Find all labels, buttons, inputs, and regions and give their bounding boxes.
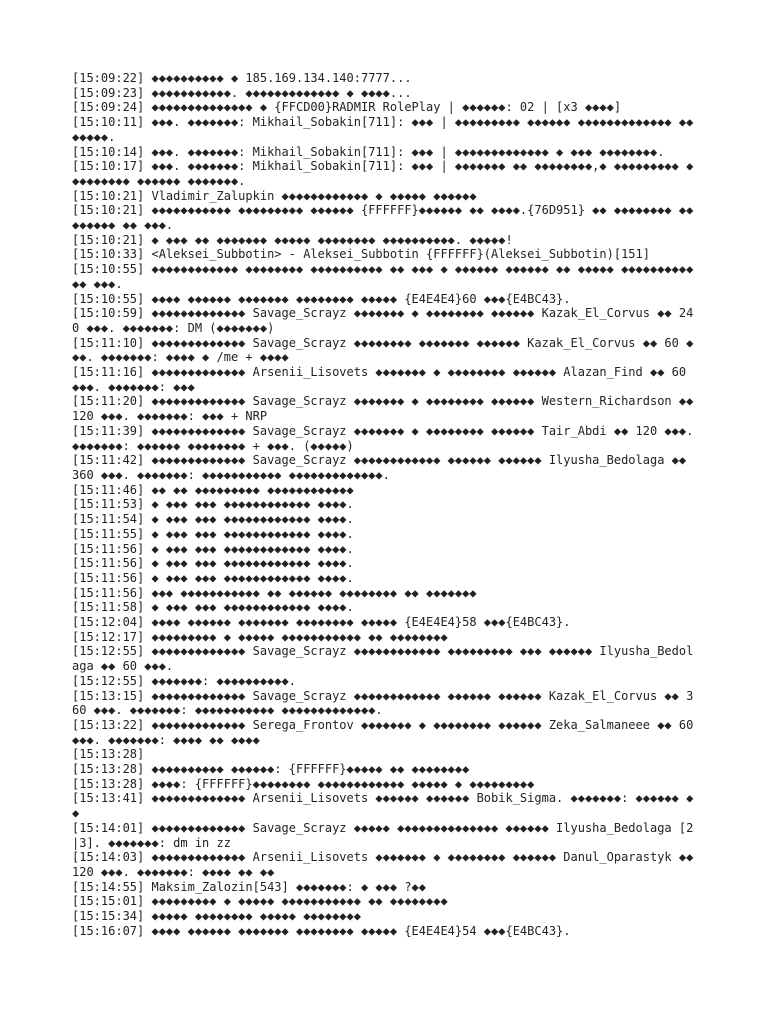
log-line: [15:10:14] ◆◆◆. ◆◆◆◆◆◆◆: Mikhail_Sobakin[711]: ◆◆◆ | ◆◆◆◆◆◆◆◆◆◆◆◆◆ ◆ ◆◆◆ ◆◆◆◆◆◆◆◆. [72, 144, 665, 159]
log-line: [15:11:56] ◆ ◆◆◆ ◆◆◆ ◆◆◆◆◆◆◆◆◆◆◆◆ ◆◆◆◆. [72, 541, 354, 556]
log-line: [15:11:56] ◆ ◆◆◆ ◆◆◆ ◆◆◆◆◆◆◆◆◆◆◆◆ ◆◆◆◆. [72, 570, 354, 585]
log-line: [15:12:17] ◆◆◆◆◆◆◆◆◆ ◆ ◆◆◆◆◆ ◆◆◆◆◆◆◆◆◆◆◆ ◆◆ ◆◆◆◆◆◆◆◆ [72, 629, 448, 644]
log-line: [15:12:04] ◆◆◆◆ ◆◆◆◆◆◆ ◆◆◆◆◆◆◆ ◆◆◆◆◆◆◆◆ ◆◆◆◆◆ {E4E4E4}58 ◆◆◆{E4BC43}. [72, 615, 571, 630]
log-line: [15:11:46] ◆◆ ◆◆ ◆◆◆◆◆◆◆◆◆ ◆◆◆◆◆◆◆◆◆◆◆◆ [72, 482, 354, 497]
log-line: [15:09:22] ◆◆◆◆◆◆◆◆◆◆ ◆ 185.169.134.140:7777... [72, 71, 412, 85]
log-line: [15:12:55] ◆◆◆◆◆◆◆◆◆◆◆◆◆ Savage_Scrayz ◆◆◆◆◆◆◆◆◆◆◆◆ ◆◆◆◆◆◆◆◆◆ ◆◆◆ ◆◆◆◆◆◆ Ilyusha_Bedolaga ◆◆ 60 ◆◆◆. [72, 644, 694, 674]
log-line: [15:13:28] [72, 747, 145, 762]
log-line: [15:14:01] ◆◆◆◆◆◆◆◆◆◆◆◆◆ Savage_Scrayz ◆◆◆◆◆ ◆◆◆◆◆◆◆◆◆◆◆◆◆◆ ◆◆◆◆◆◆ Ilyusha_Bedolaga [2|3]. ◆◆◆◆◆◆◆: dm in zz [72, 820, 694, 850]
log-line: [15:13:22] ◆◆◆◆◆◆◆◆◆◆◆◆◆ Serega_Frontov ◆◆◆◆◆◆◆ ◆ ◆◆◆◆◆◆◆◆ ◆◆◆◆◆◆ Zeka_Salmaneee ◆◆ 60 ◆◆◆. ◆◆◆◆◆◆◆: ◆◆◆◆ ◆◆ ◆◆◆◆ [72, 717, 701, 747]
log-line: [15:14:55] Maksim_Zalozin[543] ◆◆◆◆◆◆◆: ◆ ◆◆◆ ?◆◆ [72, 879, 427, 894]
log-line: [15:12:55] ◆◆◆◆◆◆◆: ◆◆◆◆◆◆◆◆◆◆. [72, 673, 296, 688]
log-line: [15:14:03] ◆◆◆◆◆◆◆◆◆◆◆◆◆ Arsenii_Lisovets ◆◆◆◆◆◆◆ ◆ ◆◆◆◆◆◆◆◆ ◆◆◆◆◆◆ Danul_Oparastyk ◆◆ 120 ◆◆◆. ◆◆◆◆◆◆◆: ◆◆◆◆ ◆◆ ◆◆ [72, 850, 701, 879]
chat-log [72, 71, 700, 938]
log-line: [15:09:23] ◆◆◆◆◆◆◆◆◆◆◆. ◆◆◆◆◆◆◆◆◆◆◆◆◆ ◆ ◆◆◆◆... [72, 85, 412, 100]
log-line: [15:10:17] ◆◆◆. ◆◆◆◆◆◆◆: Mikhail_Sobakin[711]: ◆◆◆ | ◆◆◆◆◆◆◆ ◆◆ ◆◆◆◆◆◆◆◆,◆ ◆◆◆◆◆◆◆◆◆ ◆◆◆◆◆◆◆◆◆ ◆◆◆◆◆◆ ◆◆◆◆◆◆◆. [72, 159, 694, 188]
log-line: [15:11:42] ◆◆◆◆◆◆◆◆◆◆◆◆◆ Savage_Scrayz ◆◆◆◆◆◆◆◆◆◆◆◆ ◆◆◆◆◆◆ ◆◆◆◆◆◆ Ilyusha_Bedolaga ◆◆ 360 ◆◆◆. ◆◆◆◆◆◆◆: ◆◆◆◆◆◆◆◆◆◆◆ ◆◆◆◆◆◆◆◆◆◆◆◆◆. [72, 453, 694, 482]
log-line: [15:15:34] ◆◆◆◆◆ ◆◆◆◆◆◆◆◆ ◆◆◆◆◆ ◆◆◆◆◆◆◆◆ [72, 909, 361, 924]
log-line: [15:11:10] ◆◆◆◆◆◆◆◆◆◆◆◆◆ Savage_Scrayz ◆◆◆◆◆◆◆◆ ◆◆◆◆◆◆◆ ◆◆◆◆◆◆ Kazak_El_Corvus ◆◆ 60 ◆◆◆. ◆◆◆◆◆◆◆: ◆◆◆◆ ◆ /me + ◆◆◆◆ [72, 335, 694, 365]
log-line: [15:13:28] ◆◆◆◆: {FFFFFF}◆◆◆◆◆◆◆◆ ◆◆◆◆◆◆◆◆◆◆◆◆ ◆◆◆◆◆ ◆ ◆◆◆◆◆◆◆◆◆ [72, 776, 535, 791]
log-line: [15:16:07] ◆◆◆◆ ◆◆◆◆◆◆ ◆◆◆◆◆◆◆ ◆◆◆◆◆◆◆◆ ◆◆◆◆◆ {E4E4E4}54 ◆◆◆{E4BC43}. [72, 923, 571, 938]
log-line: [15:10:55] ◆◆◆◆ ◆◆◆◆◆◆ ◆◆◆◆◆◆◆ ◆◆◆◆◆◆◆◆ ◆◆◆◆◆ {E4E4E4}60 ◆◆◆{E4BC43}. [72, 291, 571, 306]
log-line: [15:11:56] ◆ ◆◆◆ ◆◆◆ ◆◆◆◆◆◆◆◆◆◆◆◆ ◆◆◆◆. [72, 556, 354, 571]
log-line: [15:11:56] ◆◆◆ ◆◆◆◆◆◆◆◆◆◆◆ ◆◆ ◆◆◆◆◆◆ ◆◆◆◆◆◆◆◆ ◆◆ ◆◆◆◆◆◆◆ [72, 585, 477, 600]
log-line: [15:10:33] <Aleksei_Subbotin> - Aleksei_Subbotin {FFFFFF}(Aleksei_Subbotin)[151] [72, 247, 650, 262]
log-line: [15:13:28] ◆◆◆◆◆◆◆◆◆◆ ◆◆◆◆◆◆: {FFFFFF}◆◆◆◆◆ ◆◆ ◆◆◆◆◆◆◆◆ [72, 762, 470, 777]
log-line: [15:11:39] ◆◆◆◆◆◆◆◆◆◆◆◆◆ Savage_Scrayz ◆◆◆◆◆◆◆ ◆ ◆◆◆◆◆◆◆◆ ◆◆◆◆◆◆ Tair_Abdi ◆◆ 120 ◆◆◆. ◆◆◆◆◆◆◆: ◆◆◆◆◆◆ ◆◆◆◆◆◆◆◆ + ◆◆◆. (◆◆◆◆◆) [72, 423, 701, 453]
log-line: [15:10:55] ◆◆◆◆◆◆◆◆◆◆◆◆ ◆◆◆◆◆◆◆◆ ◆◆◆◆◆◆◆◆◆◆ ◆◆ ◆◆◆ ◆ ◆◆◆◆◆◆ ◆◆◆◆◆◆ ◆◆ ◆◆◆◆◆ ◆◆◆◆◆◆◆◆◆◆◆◆ ◆◆◆. [72, 262, 694, 291]
log-line: [15:11:58] ◆ ◆◆◆ ◆◆◆ ◆◆◆◆◆◆◆◆◆◆◆◆ ◆◆◆◆. [72, 600, 354, 615]
log-line: [15:10:59] ◆◆◆◆◆◆◆◆◆◆◆◆◆ Savage_Scrayz ◆◆◆◆◆◆◆ ◆ ◆◆◆◆◆◆◆◆ ◆◆◆◆◆◆ Kazak_El_Corvus ◆◆ 240 ◆◆◆. ◆◆◆◆◆◆◆: DM (◆◆◆◆◆◆◆) [72, 306, 694, 335]
log-line: [15:13:15] ◆◆◆◆◆◆◆◆◆◆◆◆◆ Savage_Scrayz ◆◆◆◆◆◆◆◆◆◆◆◆ ◆◆◆◆◆◆ ◆◆◆◆◆◆ Kazak_El_Corvus ◆◆ 360 ◆◆◆. ◆◆◆◆◆◆◆: ◆◆◆◆◆◆◆◆◆◆◆ ◆◆◆◆◆◆◆◆◆◆◆◆◆. [72, 688, 694, 718]
log-line: [15:10:21] ◆◆◆◆◆◆◆◆◆◆◆ ◆◆◆◆◆◆◆◆◆ ◆◆◆◆◆◆ {FFFFFF}◆◆◆◆◆◆ ◆◆ ◆◆◆◆.{76D951} ◆◆ ◆◆◆◆◆◆◆◆ ◆◆◆◆◆◆◆◆ ◆◆ ◆◆◆. [72, 203, 694, 233]
log-line: [15:10:11] ◆◆◆. ◆◆◆◆◆◆◆: Mikhail_Sobakin[711]: ◆◆◆ | ◆◆◆◆◆◆◆◆◆ ◆◆◆◆◆◆ ◆◆◆◆◆◆◆◆◆◆◆◆◆ ◆◆◆◆◆◆◆. [72, 115, 694, 144]
log-line: [15:11:16] ◆◆◆◆◆◆◆◆◆◆◆◆◆ Arsenii_Lisovets ◆◆◆◆◆◆◆ ◆ ◆◆◆◆◆◆◆◆ ◆◆◆◆◆◆ Alazan_Find ◆◆ 60 ◆◆◆. ◆◆◆◆◆◆◆: ◆◆◆ [72, 365, 694, 394]
log-line: [15:13:41] ◆◆◆◆◆◆◆◆◆◆◆◆◆ Arsenii_Lisovets ◆◆◆◆◆◆ ◆◆◆◆◆◆ Bobik_Sigma. ◆◆◆◆◆◆◆: ◆◆◆◆◆◆ ◆◆ [72, 791, 694, 821]
log-line: [15:10:21] ◆ ◆◆◆ ◆◆ ◆◆◆◆◆◆◆ ◆◆◆◆◆ ◆◆◆◆◆◆◆◆ ◆◆◆◆◆◆◆◆◆◆. ◆◆◆◆◆! [72, 232, 513, 247]
log-line: [15:11:20] ◆◆◆◆◆◆◆◆◆◆◆◆◆ Savage_Scrayz ◆◆◆◆◆◆◆ ◆ ◆◆◆◆◆◆◆◆ ◆◆◆◆◆◆ Western_Richardson ◆◆ 120 ◆◆◆. ◆◆◆◆◆◆◆: ◆◆◆ + NRP [72, 394, 701, 424]
log-line: [15:10:21] Vladimir_Zalupkin ◆◆◆◆◆◆◆◆◆◆◆◆ ◆ ◆◆◆◆◆ ◆◆◆◆◆◆ [72, 188, 477, 203]
log-line: [15:11:54] ◆ ◆◆◆ ◆◆◆ ◆◆◆◆◆◆◆◆◆◆◆◆ ◆◆◆◆. [72, 512, 354, 527]
log-line: [15:11:55] ◆ ◆◆◆ ◆◆◆ ◆◆◆◆◆◆◆◆◆◆◆◆ ◆◆◆◆. [72, 526, 354, 541]
log-line: [15:11:53] ◆ ◆◆◆ ◆◆◆ ◆◆◆◆◆◆◆◆◆◆◆◆ ◆◆◆◆. [72, 497, 354, 512]
log-line: [15:09:24] ◆◆◆◆◆◆◆◆◆◆◆◆◆◆ ◆ {FFCD00}RADMIR RolePlay | ◆◆◆◆◆◆: 02 | [x3 ◆◆◆◆] [72, 100, 622, 115]
log-line: [15:15:01] ◆◆◆◆◆◆◆◆◆ ◆ ◆◆◆◆◆ ◆◆◆◆◆◆◆◆◆◆◆ ◆◆ ◆◆◆◆◆◆◆◆ [72, 894, 448, 909]
